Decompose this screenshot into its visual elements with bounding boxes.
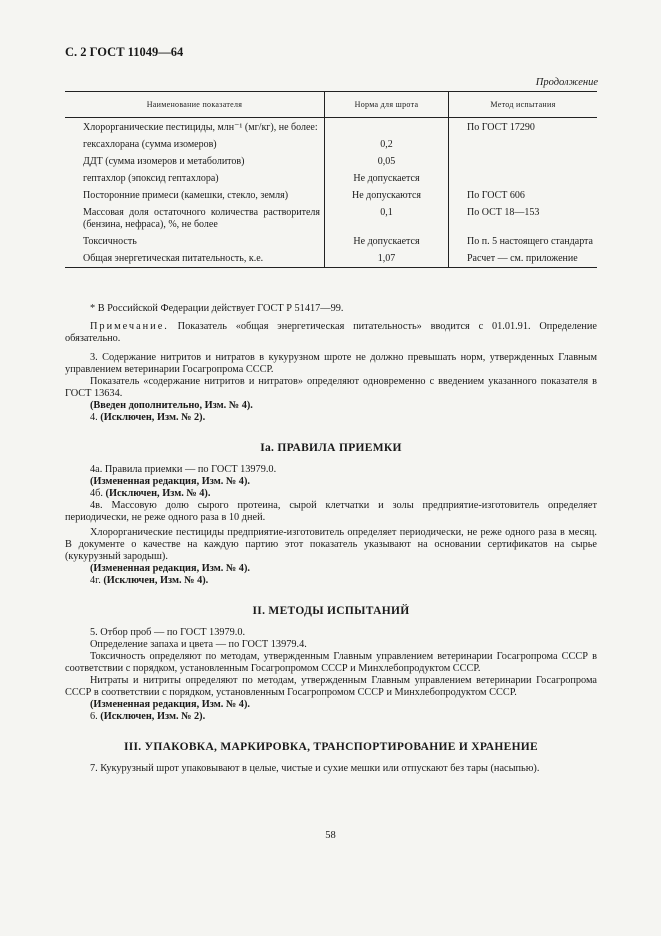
table-cell-method: По ОСТ 18—153 (449, 206, 598, 235)
clause-5-odor-color: Определение запаха и цвета — по ГОСТ 13979.4. (90, 639, 307, 650)
clause-4v-amendment: (Измененная редакция, Изм. № 4). (90, 563, 250, 574)
clause-4a-amendment: (Измененная редакция, Изм. № 4). (90, 476, 250, 487)
table-cell-method (449, 138, 598, 155)
section-heading-packaging: III. УПАКОВКА, МАРКИРОВКА, ТРАНСПОРТИРОВАНИЕ И ХРАНЕНИЕ (123, 741, 539, 753)
table-cell-method: Расчет — см. приложение (449, 252, 598, 268)
table-cell-indicator: Массовая доля остаточного количества растворителя (бензина, нефраса), %, не более (83, 207, 320, 230)
table-cell-method (449, 155, 598, 172)
table-row (65, 252, 597, 268)
table-cell-norm: Не допускается (325, 172, 449, 189)
section-heading-test-methods: II. МЕТОДЫ ИСПЫТАНИЙ (252, 605, 410, 617)
table-row (65, 206, 597, 235)
table-cell-indicator: гексахлорана (сумма изомеров) (83, 139, 217, 150)
column-header-indicator: Наименование показателя (65, 92, 325, 118)
clause-4a: 4а. Правила приемки — по ГОСТ 13979.0. (90, 464, 277, 475)
table-cell-norm: 0,1 (325, 206, 449, 235)
clause-6 (65, 711, 597, 723)
document-body (65, 303, 597, 775)
page-number: 58 (325, 830, 336, 841)
table-cell-indicator: Токсичность (83, 236, 137, 247)
clause-5-nitrates: Нитраты и нитриты определяют по методам, утвержденным Главным управлением ветеринарии Госагропрома СССР в соответствии с порядком, установленным Госагропромом СССР и Минхлебопродуктом СССР. (65, 675, 597, 698)
column-header-method: Метод испытания (449, 92, 598, 118)
table-cell-indicator: Хлорорганические пестициды, млн⁻¹ (мг/кг), не более: (83, 122, 318, 133)
note-paragraph (65, 321, 597, 345)
clause-4g-amendment: (Исключен, Изм. № 4). (103, 575, 209, 586)
table-cell-norm: 1,07 (325, 252, 449, 268)
clause-4b (65, 488, 597, 500)
table-row (65, 189, 597, 206)
clause-3: 3. Содержание нитритов и нитратов в кукурузном шроте не должно превышать норм, утвержденных Главным управлением ветеринарии Госагропрома СССР. (65, 352, 597, 375)
clause-5-toxicity: Токсичность определяют по методам, утвержденным Главным управлением ветеринарии Госагропрома СССР в соответствии с порядком, установленным Госагропромом СССР и Минхлебопродуктом СССР. (65, 651, 597, 674)
clause-4 (65, 412, 597, 424)
clause-6-amendment: (Исключен, Изм. № 2). (100, 711, 206, 722)
table-cell-method: По ГОСТ 17290 (449, 118, 598, 139)
clause-4g-number: 4г. (90, 575, 104, 586)
column-header-norm: Норма для шрота (325, 92, 449, 118)
table-continuation-label: Продолжение (535, 77, 598, 88)
table-cell-indicator: Посторонние примеси (камешки, стекло, земля) (83, 190, 289, 201)
table-row (65, 118, 597, 139)
table-cell-norm: 0,05 (325, 155, 449, 172)
table-row (65, 235, 597, 252)
table-cell-norm (325, 118, 449, 139)
clause-3-indicator: Показатель «содержание нитритов и нитратов» определяют одновременно с введением указанного показателя в ГОСТ 13634. (65, 376, 597, 399)
note-text: Показатель «общая энергетическая питательность» вводится с 01.01.91. Определение обязательно. (65, 321, 597, 344)
clause-7: 7. Кукурузный шрот упаковывают в целые, чистые и сухие мешки или отпускают без тары (насыпью). (90, 763, 540, 774)
clause-4-amendment: (Исключен, Изм. № 2). (100, 412, 206, 423)
clause-4b-amendment: (Исключен, Изм. № 4). (105, 488, 211, 499)
clause-5: 5. Отбор проб — по ГОСТ 13979.0. (90, 627, 246, 638)
clause-4v: 4в. Массовую долю сырого протеина, сырой клетчатки и золы предприятие-изготовитель определяет периодически, не реже одного раза в 10 дней. (65, 500, 597, 523)
table-row (65, 172, 597, 189)
note-label: Примечание. (90, 321, 169, 332)
clause-4v-pesticides: Хлорорганические пестициды предприятие-изготовитель определяет периодически, не реже одного раза в месяц. В документе о качестве на каждую партию этот показатель указывают на основании сертификатов на сырье (кукурузный зародыш). (65, 527, 597, 562)
table-cell-indicator: ДДТ (сумма изомеров и метаболитов) (83, 156, 245, 167)
table-cell-norm: Не допускаются (325, 189, 449, 206)
table-cell-norm: Не допускается (325, 235, 449, 252)
table-cell-method (449, 172, 598, 189)
footnote: * В Российской Федерации действует ГОСТ Р 51417—99. (90, 303, 344, 314)
table-cell-norm: 0,2 (325, 138, 449, 155)
clause-4-number: 4. (90, 412, 101, 423)
table-cell-indicator: гептахлор (эпоксид гептахлора) (83, 173, 219, 184)
page-header-title: С. 2 ГОСТ 11049—64 (65, 45, 184, 59)
clause-6-number: 6. (90, 711, 101, 722)
table-cell-method: По ГОСТ 606 (449, 189, 598, 206)
clause-4g (65, 575, 597, 587)
table-cell-indicator: Общая энергетическая питательность, к.е. (65, 252, 325, 268)
table-row (65, 138, 597, 155)
table-header-row (65, 92, 597, 118)
table-row (65, 155, 597, 172)
table-cell-method: По п. 5 настоящего стандарта (449, 235, 598, 252)
clause-5-amendment: (Измененная редакция, Изм. № 4). (90, 699, 250, 710)
section-heading-acceptance: Iа. ПРАВИЛА ПРИЕМКИ (260, 442, 402, 454)
indicators-table (65, 91, 597, 268)
clause-4b-number: 4б. (90, 488, 106, 499)
clause-3-amendment: (Введен дополнительно, Изм. № 4). (90, 400, 253, 411)
